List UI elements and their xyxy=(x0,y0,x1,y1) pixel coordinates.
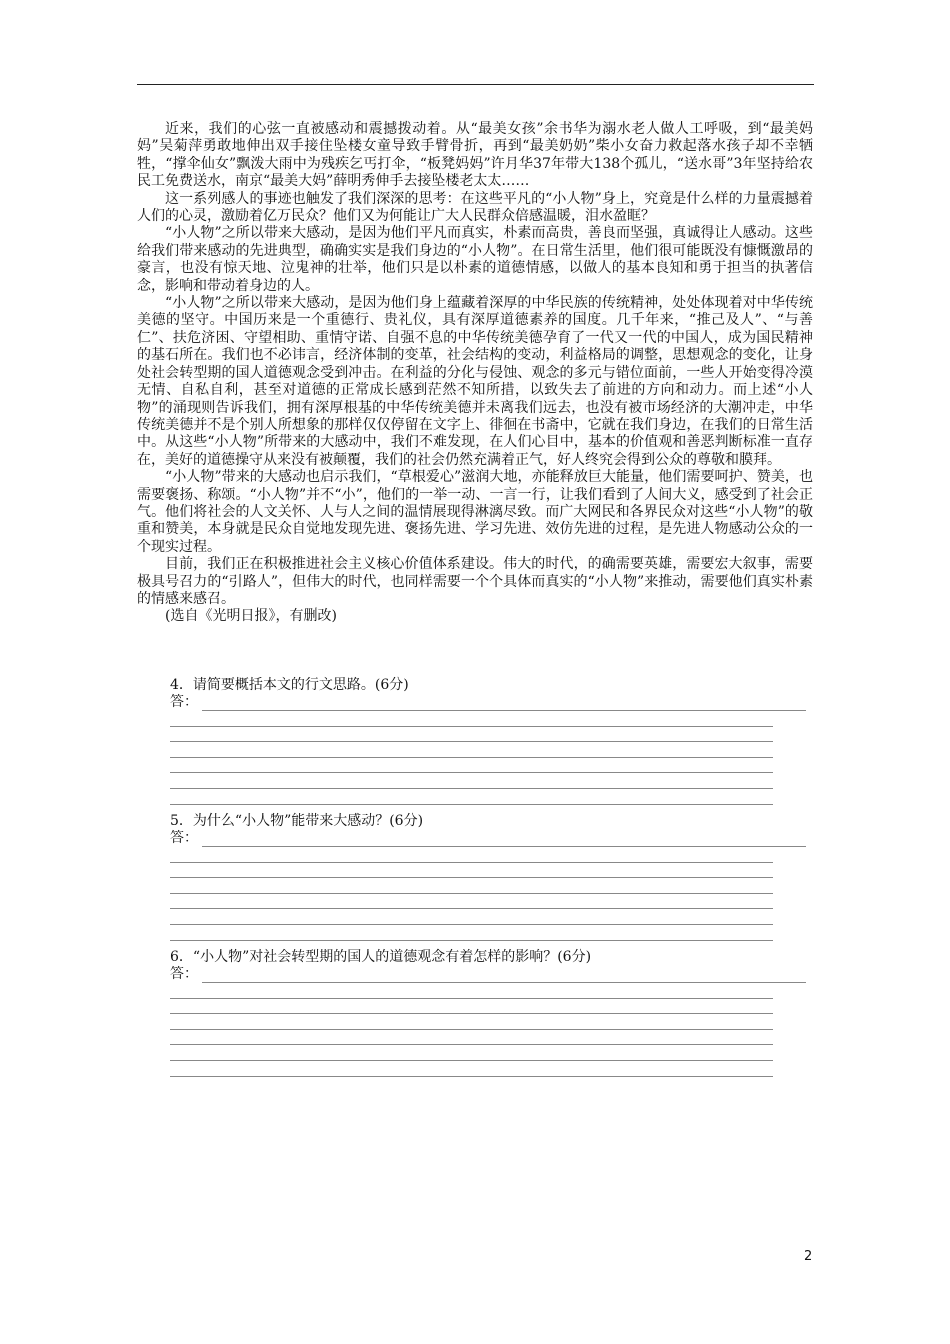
answer-blank[interactable] xyxy=(170,773,773,789)
question-4 xyxy=(170,677,810,813)
answer-line-primary[interactable] xyxy=(170,830,810,847)
answer-line-primary[interactable] xyxy=(170,694,810,711)
question-6 xyxy=(170,949,810,1085)
paragraph-2: 这一系列感人的事迹也触发了我们深深的思考：在这些平凡的“小人物”身上，究竟是什么样的力量震撼着人们的心灵，激励着亿万民众？他们又为何能让广大人民群众倍感温暖，泪水盈眶？ xyxy=(137,190,813,225)
answer-blank[interactable] xyxy=(170,909,773,925)
answer-blank[interactable] xyxy=(170,758,773,774)
answer-blank[interactable] xyxy=(170,878,773,894)
answer-blank[interactable] xyxy=(170,925,773,941)
header-rule xyxy=(137,84,814,85)
answer-blank[interactable] xyxy=(170,1030,773,1046)
paragraph-5: “小人物”带来的大感动也启示我们，“草根爱心”滋润大地，亦能释放巨大能量，他们需要呵护、赞美，也需要褒扬、称颂。“小人物”并不“小”，他们的一举一动、一言一行，让我们看到了人间大义，感受到了社会正气。他们将社会的人文关怀、人与人之间的温情展现得淋漓尽致。而广大网民和各界民众对这些“小人物”的敬重和赞美，本身就是民众自觉地发现先进、褒扬先进、学习先进、效仿先进的过程，是先进人物感动公众的一个现实过程。 xyxy=(137,469,813,555)
answer-blank[interactable] xyxy=(170,711,773,727)
answer-blank[interactable] xyxy=(170,742,773,758)
paragraph-4: “小人物”之所以带来大感动，是因为他们身上蕴藏着深厚的中华民族的传统精神，处处体现着对中华传统美德的坚守。中国历来是一个重德行、贵礼仪，具有深厚道德素养的国度。几千年来，“推己及人”、“与善仁”、扶危济困、守望相助、重情守诺、自强不息的中华传统美德孕育了一代又一代的中国人，成为国民精神的基石所在。我们也不必讳言，经济体制的变革，社会结构的变动，利益格局的调整，思想观念的变化，让身处社会转型期的国人道德观念受到冲击。在利益的分化与侵蚀、观念的多元与错位面前，一些人开始变得冷漠无情、自私自利，甚至对道德的正常成长感到茫然不知所措，以致失去了前进的方向和动力。而上述“小人物”的涌现则告诉我们，拥有深厚根基的中华传统美德并未离我们远去，也没有被市场经济的大潮冲走，中华传统美德并不是个别人所想象的那样仅仅停留在文字上、徘徊在书斋中，它就在我们身边，在我们的日常生活中。从这些“小人物”所带来的大感动中，我们不难发现，在人们心目中，基本的价值观和善恶判断标准一直存在，美好的道德操守从来没有被颠覆，我们的社会仍然充满着正气，好人终究会得到公众的尊敬和膜拜。 xyxy=(137,295,813,468)
answer-blank[interactable] xyxy=(170,983,773,999)
answer-label: 答： xyxy=(170,830,198,846)
answer-blank[interactable] xyxy=(170,727,773,743)
paragraph-3: “小人物”之所以带来大感动，是因为他们平凡而真实，朴素而高贵，善良而坚强，真诚得让人感动。这些给我们带来感动的先进典型，确确实实是我们身边的“小人物”。在日常生活里，他们很可能既没有慷慨激昂的豪言，也没有惊天地、泣鬼神的壮举，他们只是以朴素的道德情感，以做人的基本良知和勇于担当的执著信念，影响和带动着身边的人。 xyxy=(137,225,813,294)
answer-blank[interactable] xyxy=(170,1061,773,1077)
answer-blank[interactable] xyxy=(170,1014,773,1030)
question-section xyxy=(170,677,810,1085)
question-6-label: 6．“小人物”对社会转型期的国人的道德观念有着怎样的影响？(6分) xyxy=(170,949,592,965)
answer-label: 答： xyxy=(170,966,198,982)
answer-blank[interactable] xyxy=(202,832,806,847)
answer-blank[interactable] xyxy=(170,999,773,1015)
answer-blank[interactable] xyxy=(202,696,806,711)
answer-blank[interactable] xyxy=(170,863,773,879)
answer-blank[interactable] xyxy=(170,894,773,910)
answer-blank[interactable] xyxy=(170,1045,773,1061)
paragraph-6: 目前，我们正在积极推进社会主义核心价值体系建设。伟大的时代，的确需要英雄，需要宏大叙事，需要极具号召力的“引路人”，但伟大的时代，也同样需要一个个具体而真实的“小人物”来推动，需要他们真实朴素的情感来感召。 xyxy=(137,556,813,607)
source-note: (选自《光明日报》，有删改) xyxy=(165,608,337,625)
question-4-label: 4．请简要概括本文的行文思路。(6分) xyxy=(170,677,409,693)
page-number: 2 xyxy=(804,1249,813,1264)
answer-label: 答： xyxy=(170,694,198,710)
question-5 xyxy=(170,813,810,949)
answer-blank[interactable] xyxy=(170,847,773,863)
answer-blank[interactable] xyxy=(170,789,773,805)
paragraph-1: 近来，我们的心弦一直被感动和震撼拨动着。从“最美女孩”余书华为溺水老人做人工呼吸，到“最美妈妈”吴菊萍勇敢地伸出双手接住坠楼女童导致手臂骨折，再到“最美奶奶”柴小女奋力救起落水孩子却不幸牺牲，“撑伞仙女”飘泼大雨中为残疾乞丐打伞，“板凳妈妈”许月华37年带大138个孤儿，“送水哥”3年坚持给农民工免费送水，南京“最美大妈”薛明秀伸手去接坠楼老太太…… xyxy=(137,121,813,190)
article-body xyxy=(137,121,813,626)
answer-blank[interactable] xyxy=(202,968,806,983)
question-5-label: 5．为什么“小人物”能带来大感动？(6分) xyxy=(170,813,424,829)
answer-line-primary[interactable] xyxy=(170,966,810,983)
